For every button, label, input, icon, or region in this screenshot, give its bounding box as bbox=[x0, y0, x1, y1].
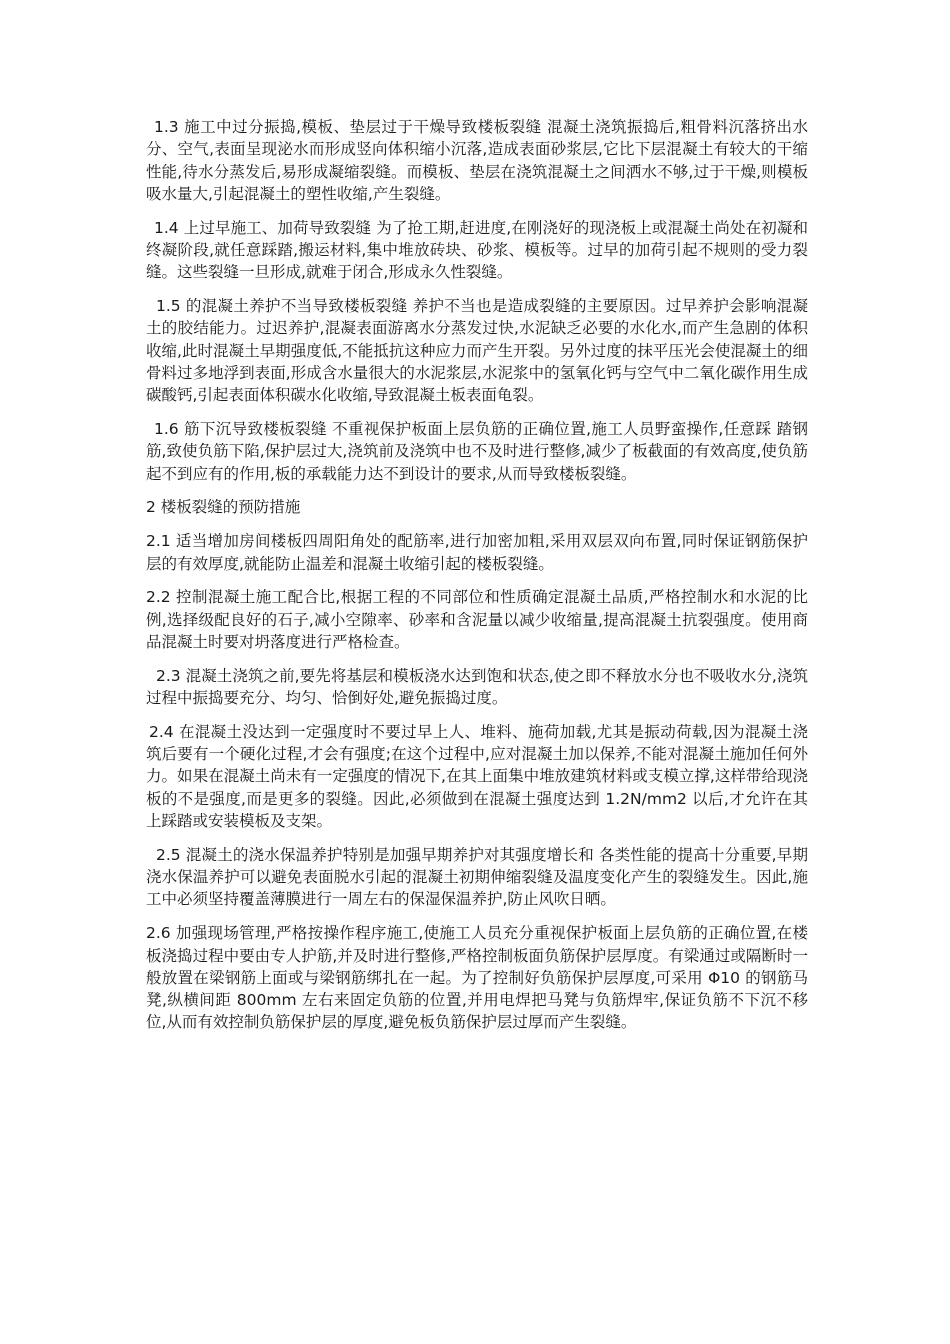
paragraph-2-1: 2.1 适当增加房间楼板四周阳角处的配筋率,进行加密加粗,采用双层双向布置,同时保证钢筋保护层的有效厚度,就能防止温差和混凝土收缩引起的楼板裂缝。 bbox=[146, 532, 808, 573]
paragraph-2-3: 2.3 混凝土浇筑之前,要先将基层和模板浇水达到饱和状态,使之即不释放水分也不吸收水分,浇筑过程中振捣要充分、均匀、恰倒好处,避免振捣过度。 bbox=[146, 666, 808, 708]
paragraph-1-5: 1.5 的混凝土养护不当导致楼板裂缝 养护不当也是造成裂缝的主要原因。过早养护会影响混凝土的胶结能力。过迟养护,混凝表面游离水分蒸发过快,水泥缺乏必要的水化水,而产生急剧的体积收缩,此时混凝土早期强度低,不能抵抗这种应力而产生开裂。另外过度的抹平压光会使混凝土的细骨料过多地浮到表面,形成含水量很大的水泥浆层,水泥浆中的氢氧化钙与空气中二氧化碳作用生成碳酸钙,引起表面体积碳水化收缩,导致混凝土板表面龟裂。 bbox=[146, 297, 808, 405]
paragraph-2-6: 2.6 加强现场管理,严格按操作程序施工,使施工人员充分重视保护板面上层负筋的正确位置,在楼板浇捣过程中要由专人护筋,并及时进行整修,严格控制板面负筋保护层厚度。有梁通过或隔断时一般放置在梁钢筋上面或与梁钢筋绑扎在一起。为了控制好负筋保护层厚度,可采用 Φ10 的钢筋马凳,纵横间距 800mm 左右来固定负筋的位置,并用电焊把马凳与负筋焊牢,保证负筋不下沉不移位,从而有效控制负筋保护层的厚度,避免板负筋保护层过厚而产生裂缝。 bbox=[146, 924, 808, 1032]
paragraph-1-6: 1.6 筋下沉导致楼板裂缝 不重视保护板面上层负筋的正确位置,施工人员野蛮操作,任意踩 踏钢筋,致使负筋下陷,保护层过大,浇筑前及浇筑中也不及时进行整修,减少了板截面的有效高度,使负筋起不到应有的作用,板的承载能力达不到设计的要求,从而导致楼板裂缝。 bbox=[146, 420, 808, 483]
section-heading-2: 2 楼板裂缝的预防措施 bbox=[146, 498, 301, 517]
paragraph-2-4: 2.4 在混凝土没达到一定强度时不要过早上人、堆料、施荷加载,尤其是振动荷载,因为混凝土浇筑后要有一个硬化过程,才会有强度;在这个过程中,应对混凝土加以保养,不能对混凝土施加任何外力。如果在混凝土尚未有一定强度的情况下,在其上面集中堆放建筑材料或支模立撑,这样带给现浇板的不是强度,而是更多的裂缝。因此,必须做到在混凝土强度达到 1.2N/mm2 以后,才允许在其上踩踏或安装模板及支架。 bbox=[146, 722, 808, 831]
paragraph-2-5: 2.5 混凝土的浇水保温养护特别是加强早期养护对其强度增长和 各类性能的提高十分重要,早期浇水保温养护可以避免表面脱水引起的混凝土初期伸缩裂缝及温度变化产生的裂缝发生。因此,施工中必须坚持覆盖薄膜进行一周左右的保湿保温养护,防止风吹日晒。 bbox=[146, 845, 808, 909]
paragraph-1-3: 1.3 施工中过分振捣,模板、垫层过于干燥导致楼板裂缝 混凝土浇筑振捣后,粗骨料沉落挤出水分、空气,表面呈现泌水而形成竖向体积缩小沉落,造成表面砂浆层,它比下层混凝土有较大的干缩性能,待水分蒸发后,易形成凝缩裂缝。而模板、垫层在浇筑混凝土之间洒水不够,过于干燥,则模板吸水量大,引起混凝土的塑性收缩,产生裂缝。 bbox=[146, 118, 808, 203]
document-body bbox=[146, 116, 808, 1045]
paragraph-2-2: 2.2 控制混凝土施工配合比,根据工程的不同部位和性质确定混凝土品质,严格控制水和水泥的比例,选择级配良好的石子,减小空隙率、砂率和含泥量以减少收缩量,提高混凝土抗裂强度。使用商品混凝土时要对坍落度进行严格检查。 bbox=[146, 588, 808, 651]
paragraph-1-4: 1.4 上过早施工、加荷导致裂缝 为了抢工期,赶进度,在刚浇好的现浇板上或混凝土尚处在初凝和终凝阶段,就任意踩踏,搬运材料,集中堆放砖块、砂浆、模板等。过早的加荷引起不规则的受力裂缝。这些裂缝一旦形成,就难于闭合,形成永久性裂缝。 bbox=[146, 218, 808, 282]
